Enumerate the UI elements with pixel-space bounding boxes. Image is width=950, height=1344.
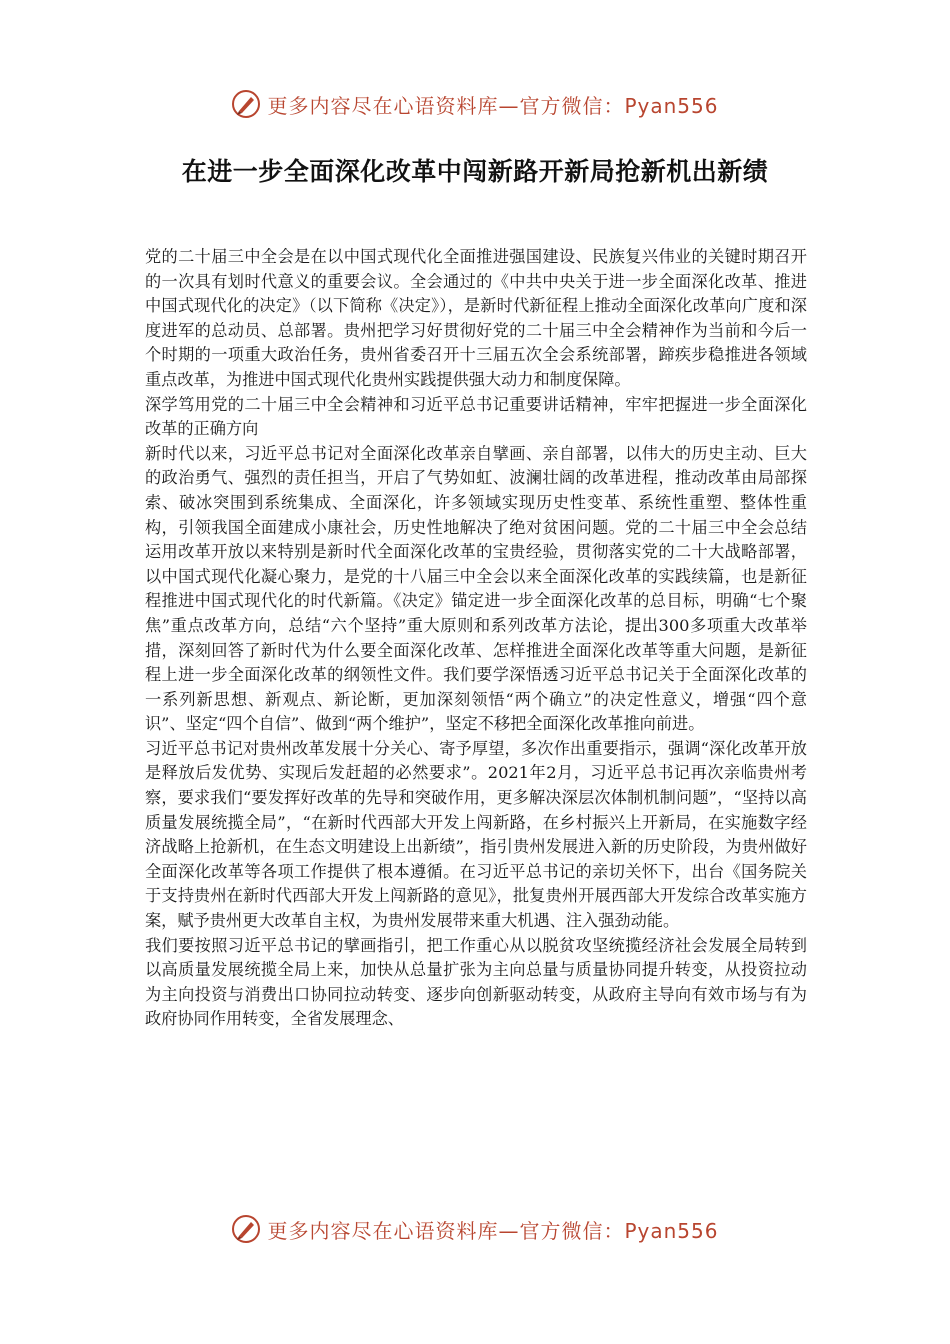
banner-text: 更多内容尽在心语资料库—官方微信：Pyan556 bbox=[267, 1218, 719, 1243]
header-watermark-banner bbox=[0, 84, 950, 124]
body-paragraph: 党的二十届三中全会是在以中国式现代化全面推进强国建设、民族复兴伟业的关键时期召开的一次具有划时代意义的重要会议。全会通过的《中共中央关于进一步全面深化改革、推进中国式现代化的决定》（以下简称《决定》），是新时代新征程上推动全面深化改革向广度和深度进军的总动员、总部署。贵州把学习好贯彻好党的二十届三中全会精神作为当前和今后一个时期的一项重大政治任务，贵州省委召开十三届五次全会系统部署，蹄疾步稳推进各领域重点改革，为推进中国式现代化贵州实践提供强大动力和制度保障。 bbox=[145, 247, 807, 389]
document-title: 在进一步全面深化改革中闯新路开新局抢新机出新绩 bbox=[181, 157, 769, 186]
pen-circle-logo-icon bbox=[231, 89, 261, 119]
pen-circle-logo-icon bbox=[231, 1214, 261, 1244]
section-heading: 深学笃用党的二十届三中全会精神和习近平总书记重要讲话精神，牢牢把握进一步全面深化改革的正确方向 bbox=[145, 394, 807, 439]
footer-watermark-banner bbox=[0, 1209, 950, 1249]
body-paragraph: 新时代以来，习近平总书记对全面深化改革亲自擘画、亲自部署，以伟大的历史主动、巨大的政治勇气、强烈的责任担当，开启了气势如虹、波澜壮阔的改革进程，推动改革由局部探索、破冰突围到系统集成、全面深化，许多领域实现历史性变革、系统性重塑、整体性重构，引领我国全面建成小康社会，历史性地解决了绝对贫困问题。党的二十届三中全会总结运用改革开放以来特别是新时代全面深化改革的宝贵经验，贯彻落实党的二十大战略部署，以中国式现代化凝心聚力，是党的十八届三中全会以来全面深化改革的实践续篇，也是新征程推进中国式现代化的时代新篇。《决定》锚定进一步全面深化改革的总目标，明确“七个聚焦”重点改革方向，总结“六个坚持”重大原则和系列改革方法论，提出300多项重大改革举措，深刻回答了新时代为什么要全面深化改革、怎样推进全面深化改革等重大问题，是新征程上进一步全面深化改革的纲领性文件。我们要学深悟透习近平总书记关于全面深化改革的一系列新思想、新观点、新论断，更加深刻领悟“两个确立”的决定性意义，增强“四个意识”、坚定“四个自信”、做到“两个维护”，坚定不移把全面深化改革推向前进。 bbox=[145, 443, 807, 734]
body-paragraph: 我们要按照习近平总书记的擘画指引，把工作重心从以脱贫攻坚统揽经济社会发展全局转到以高质量发展统揽全局上来，加快从总量扩张为主向总量与质量协同提升转变，从投资拉动为主向投资与消费出口协同拉动转变、逐步向创新驱动转变，从政府主导向有效市场与有为政府协同作用转变，全省发展理念、 bbox=[145, 935, 807, 1029]
banner-text: 更多内容尽在心语资料库—官方微信：Pyan556 bbox=[267, 93, 719, 118]
body-paragraph: 习近平总书记对贵州改革发展十分关心、寄予厚望，多次作出重要指示，强调“深化改革开放是释放后发优势、实现后发赶超的必然要求”。2021年2月，习近平总书记再次亲临贵州考察，要求我们“要发挥好改革的先导和突破作用，更多解决深层次体制机制问题”，“坚持以高质量发展统揽全局”，“在新时代西部大开发上闯新路，在乡村振兴上开新局，在实施数字经济战略上抢新机，在生态文明建设上出新绩”，指引贵州发展进入新的历史阶段，为贵州做好全面深化改革等各项工作提供了根本遵循。在习近平总书记的亲切关怀下，出台《国务院关于支持贵州在新时代西部大开发上闯新路的意见》，批复贵州开展西部大开发综合改革实施方案，赋予贵州更大改革自主权，为贵州发展带来重大机遇、注入强劲动能。 bbox=[145, 738, 807, 931]
document-body bbox=[145, 245, 807, 1032]
